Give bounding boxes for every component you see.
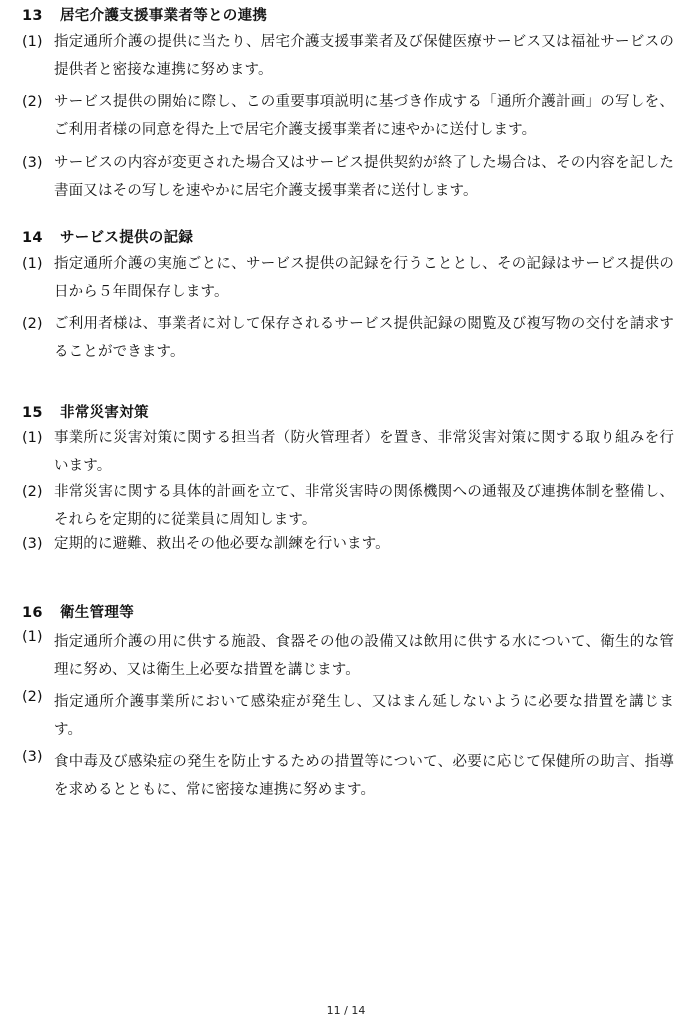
item-text: サービスの内容が変更された場合又はサービス提供契約が終了した場合は、その内容を記した書面又はその写しを速やかに居宅介護支援事業者に送付します。 [54, 155, 674, 199]
section-13-heading [22, 6, 267, 26]
item-text: 食中毒及び感染症の発生を防止するための措置等について、必要に応じて保健所の助言、指導を求めるとともに、常に密接な連携に努めます。 [54, 754, 674, 798]
section-number: 14 [22, 230, 43, 246]
section-number: 16 [22, 605, 43, 621]
item-marker: (2) [22, 316, 43, 332]
item-marker: (3) [22, 155, 43, 171]
item-marker: (2) [22, 484, 43, 500]
section-14-heading [22, 228, 193, 248]
section-number: 13 [22, 8, 43, 24]
item-marker: (1) [22, 430, 43, 446]
page-number: 11 / 14 [326, 1004, 366, 1017]
item-text: 指定通所介護事業所において感染症が発生し、又はまん延しないように必要な措置を講じます。 [54, 694, 674, 738]
item-text: 指定通所介護の実施ごとに、サービス提供の記録を行うこととし、その記録はサービス提供の日から５年間保存します。 [54, 256, 674, 300]
item-text: 指定通所介護の用に供する施設、食器その他の設備又は飲用に供する水について、衛生的な管理に努め、又は衛生上必要な措置を講じます。 [54, 634, 674, 678]
item-marker: (1) [22, 629, 43, 645]
section-title: 居宅介護支援事業者等との連携 [60, 8, 268, 24]
item-text: 定期的に避難、救出その他必要な訓練を行います。 [54, 536, 390, 552]
section-title: 衛生管理等 [60, 605, 134, 621]
item-marker: (1) [22, 34, 43, 50]
item-text: 指定通所介護の提供に当たり、居宅介護支援事業者及び保健医療サービス又は福祉サービスの提供者と密接な連携に努めます。 [54, 34, 674, 78]
item-marker: (1) [22, 256, 43, 272]
item-marker: (2) [22, 689, 43, 705]
item-text: ご利用者様は、事業者に対して保存されるサービス提供記録の閲覧及び複写物の交付を請求することができます。 [54, 316, 674, 360]
item-text: 非常災害に関する具体的計画を立て、非常災害時の関係機関への通報及び連携体制を整備し、それらを定期的に従業員に周知します。 [54, 484, 674, 528]
section-title: サービス提供の記録 [60, 230, 194, 246]
item-text: 事業所に災害対策に関する担当者（防火管理者）を置き、非常災害対策に関する取り組みを行います。 [54, 430, 674, 474]
section-title: 非常災害対策 [60, 405, 149, 421]
item-marker: (3) [22, 536, 43, 552]
item-text: サービス提供の開始に際し、この重要事項説明に基づき作成する「通所介護計画」の写しを、ご利用者様の同意を得た上で居宅介護支援事業者に速やかに送付します。 [54, 94, 674, 138]
section-15-heading [22, 403, 149, 423]
section-number: 15 [22, 405, 43, 421]
item-marker: (3) [22, 749, 43, 765]
item-marker: (2) [22, 94, 43, 110]
section-16-heading [22, 603, 134, 623]
